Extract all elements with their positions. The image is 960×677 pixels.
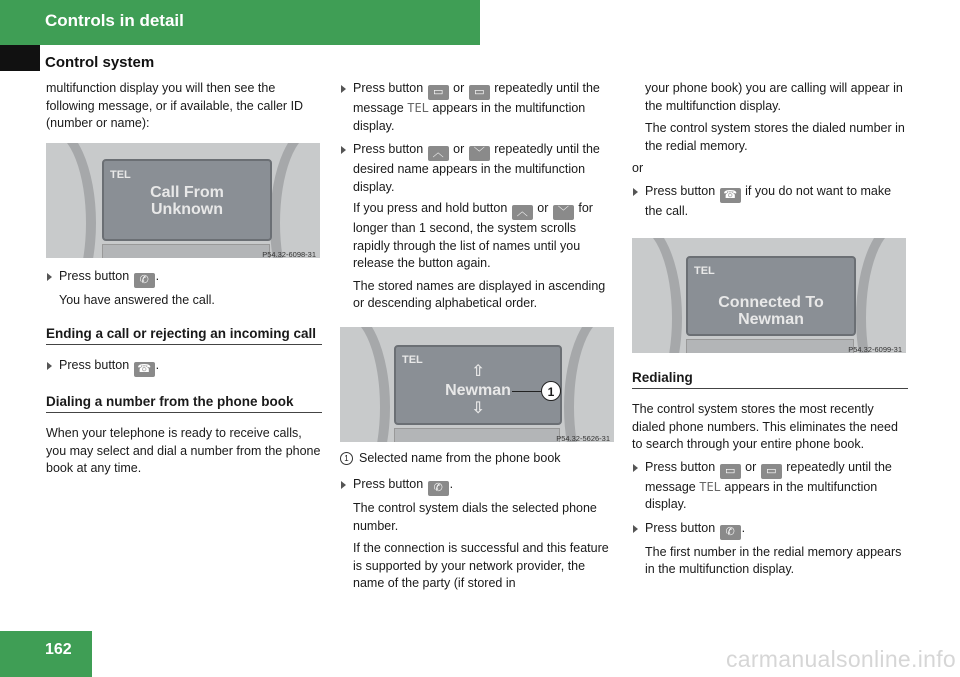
display-tel: TEL: [402, 353, 423, 366]
display-name: Newman: [445, 381, 511, 399]
figure-code: P54.32-6099-31: [848, 345, 902, 353]
display-line-2: Newman: [738, 311, 804, 328]
redial-text: The control system stores the most recently dialed phone numbers. This eliminates the need to search through your entire phone book.: [632, 402, 898, 451]
scroll-down-icon: ﹀: [469, 146, 490, 161]
step-cancel-call: Press button ☎ if you do not want to make the call.: [632, 183, 908, 221]
page-number: 162: [45, 641, 72, 658]
stores-text: The control system stores the dialed number in the redial memory.: [645, 121, 905, 153]
callout-1: 1: [541, 381, 561, 401]
step-answer: Press button ✆ .: [46, 268, 322, 288]
phone-hangup-icon: ☎: [134, 362, 155, 377]
phone-hangup-icon: ☎: [720, 188, 741, 203]
step-end-call: Press button ☎ .: [46, 357, 322, 377]
display-line-1: Connected To: [718, 294, 824, 311]
stored-text: The stored names are displayed in ascending or descending alphabetical order.: [353, 278, 606, 310]
continued-text: your phone book) you are calling will appear in the multifunction display.: [645, 81, 903, 113]
display-figure-newman: [340, 327, 614, 442]
phone-pickup-icon: ✆: [134, 273, 155, 288]
display-line-2: Unknown: [151, 200, 223, 218]
display-tel: TEL: [694, 265, 715, 277]
section-marker: [0, 45, 40, 71]
heading-ending-call: Ending a call or rejecting an incoming call: [46, 325, 322, 345]
display-figure-connected: [632, 238, 906, 353]
step-redial-tel: Press button ▭ or ▭ repeatedly until the message TEL appears in the multifunction display.: [632, 459, 908, 514]
column-3: [632, 80, 908, 584]
display-figure-call-from: [46, 143, 320, 258]
display-tel: TEL: [110, 168, 131, 181]
step-dial: Press button ✆ .: [340, 476, 616, 496]
phone-pickup-icon: ✆: [720, 525, 741, 540]
answer-result: You have answered the call.: [59, 292, 215, 307]
heading-dialing-phone-book: Dialing a number from the phone book: [46, 393, 322, 413]
hold-text: If you press and hold button ︿ or ﹀ for longer than 1 second, the system scrolls rapidly through the list of names until you release the button again.: [353, 201, 593, 270]
arrow-down-icon: ⇩: [471, 399, 485, 417]
section-title: Control system: [45, 54, 155, 71]
page-back-icon: ▭: [720, 464, 741, 479]
display-line-1: Call From: [150, 183, 224, 201]
chapter-title: Controls in detail: [45, 11, 184, 30]
watermark: carmanualsonline.info: [725, 646, 956, 672]
figure-caption: 1 Selected name from the phone book: [340, 450, 616, 468]
scroll-up-icon: ︿: [428, 146, 449, 161]
dials-text: The control system dials the selected phone number.: [353, 501, 597, 533]
heading-redialing: Redialing: [632, 369, 908, 389]
step-redial-press: Press button ✆ .: [632, 520, 908, 540]
page-back-icon: ▭: [428, 85, 449, 100]
column-2: [340, 80, 616, 598]
arrow-up-icon: ⇧: [471, 362, 485, 380]
figure-code: P54.32-5626-31: [556, 433, 610, 442]
connection-text: If the connection is successful and this feature is supported by your network provider, the name of the party (if stored in: [353, 541, 609, 590]
dial-text: When your telephone is ready to receive calls, you may select and dial a number from the phone book at any time.: [46, 426, 321, 475]
or-text: or: [632, 161, 644, 175]
page-forward-icon: ▭: [469, 85, 490, 100]
figure-code: P54.32-6098-31: [262, 249, 316, 258]
step-select-tel: Press button ▭ or ▭ repeatedly until the message TEL appears in the multifunction display.: [340, 80, 616, 135]
scroll-up-icon: ︿: [512, 205, 533, 220]
page-forward-icon: ▭: [761, 464, 782, 479]
scroll-down-icon: ﹀: [553, 205, 574, 220]
column-1: [46, 80, 322, 483]
first-number-text: The first number in the redial memory appears in the multifunction display.: [645, 544, 902, 576]
step-scroll-names: Press button ︿ or ﹀ repeatedly until the desired name appears in the multifunction display.: [340, 141, 616, 196]
intro-text: multifunction display you will then see the following message, or if available, the caller ID (number or name):: [46, 81, 304, 130]
phone-pickup-icon: ✆: [428, 481, 449, 496]
